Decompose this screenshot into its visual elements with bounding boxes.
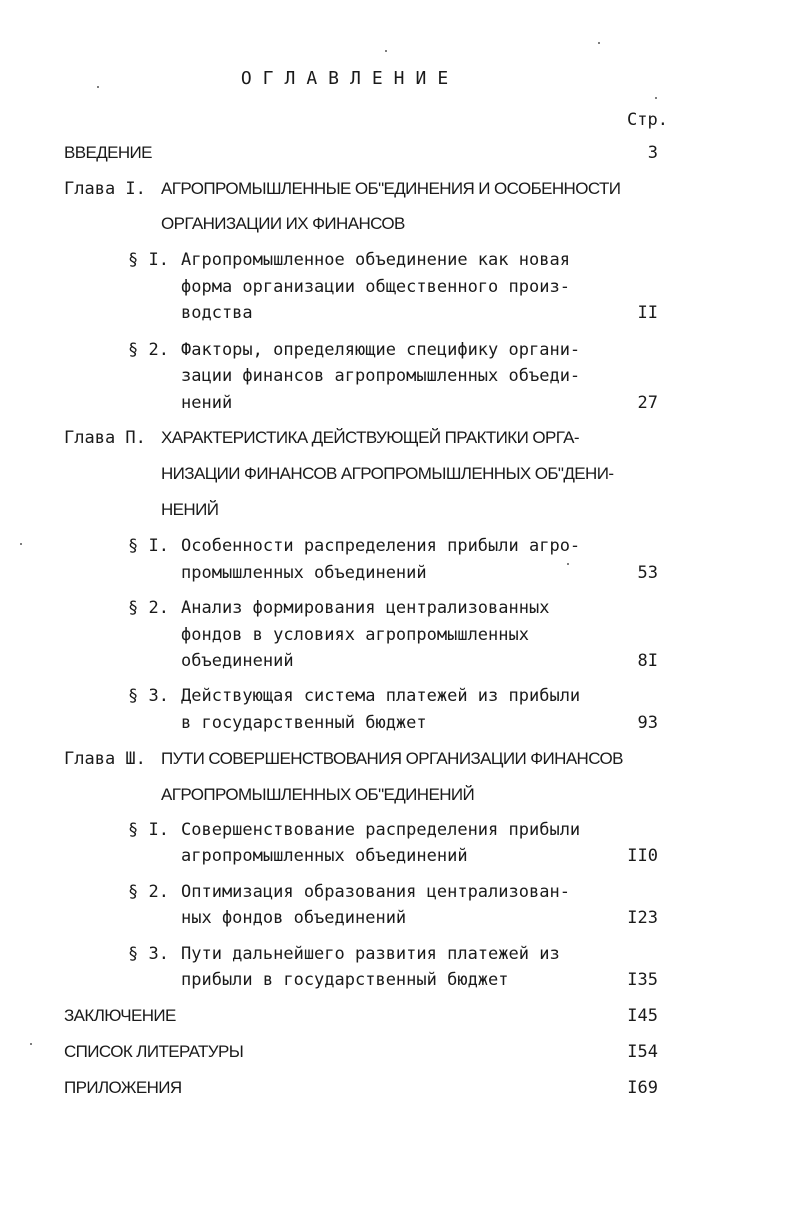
section-line: водства — [181, 303, 253, 323]
chapter-2-title-line: ХАРАКТЕРИСТИКА ДЕЙСТВУЮЩЕЙ ПРАКТИКИ ОРГА- — [161, 428, 579, 447]
section-page: II0 — [627, 846, 658, 866]
section-page: 53 — [637, 563, 658, 583]
section-line: прибыли в государственный бюджет — [181, 970, 509, 990]
section-line: зации финансов агропромышленных объеди- — [181, 366, 581, 386]
section-page: 27 — [637, 393, 658, 413]
section-line: Анализ формирования централизованных — [181, 598, 550, 618]
section-page: I23 — [627, 908, 658, 928]
scan-speck — [97, 86, 99, 88]
section-line: фондов в условиях агропромышленных — [181, 625, 529, 645]
section-number: § 3. — [128, 686, 169, 706]
section-line: Факторы, определяющие специфику органи- — [181, 340, 581, 360]
section-line: ных фондов объединений — [181, 908, 407, 928]
scan-speck — [30, 1043, 32, 1045]
section-line: в государственный бюджет — [181, 713, 427, 733]
scan-speck — [655, 97, 657, 99]
section-page: 8I — [637, 651, 658, 671]
section-line: Агропромышленное объединение как новая — [181, 250, 570, 270]
section-line: агропромышленных объединений — [181, 846, 468, 866]
chapter-1-prefix: Глава I. — [64, 179, 146, 199]
section-number: § 2. — [128, 340, 169, 360]
section-line: Оптимизация образования централизован- — [181, 882, 570, 902]
section-number: § I. — [128, 820, 169, 840]
section-line: промышленных объединений — [181, 563, 427, 583]
toc-entry-bibliography: СПИСОК ЛИТЕРАТУРЫ — [64, 1042, 244, 1061]
page-title: ОГЛАВЛЕНИЕ — [240, 68, 460, 89]
chapter-3-title-line: АГРОПРОМЫШЛЕННЫХ ОБ"ЕДИНЕНИЙ — [161, 785, 475, 804]
section-line: форма организации общественного произ- — [181, 277, 570, 297]
section-number: § 2. — [128, 598, 169, 618]
section-number: § 2. — [128, 882, 169, 902]
chapter-2-title-line: НИЗАЦИИ ФИНАНСОВ АГРОПРОМЫШЛЕННЫХ ОБ"ДЕНИ- — [161, 464, 614, 483]
scan-speck — [567, 563, 569, 565]
toc-page-appendices: I69 — [627, 1078, 658, 1098]
section-line: нений — [181, 393, 233, 413]
section-number: § 3. — [128, 944, 169, 964]
section-number: § I. — [128, 250, 169, 270]
section-page: 93 — [637, 713, 658, 733]
toc-entry-appendices: ПРИЛОЖЕНИЯ — [64, 1078, 182, 1097]
chapter-3-prefix: Глава Ш. — [64, 749, 146, 769]
page-column-header: Стр. — [627, 110, 668, 130]
section-page: I35 — [627, 970, 658, 990]
chapter-3-title-line: ПУТИ СОВЕРШЕНСТВОВАНИЯ ОРГАНИЗАЦИИ ФИНАНСОВ — [161, 749, 623, 768]
scan-speck — [20, 543, 22, 545]
chapter-1-title-line: АГРОПРОМЫШЛЕННЫЕ ОБ"ЕДИНЕНИЯ И ОСОБЕННОСТИ — [161, 179, 621, 198]
toc-page-conclusion: I45 — [627, 1006, 658, 1026]
chapter-2-prefix: Глава П. — [64, 428, 146, 448]
section-line: Совершенствование распределения прибыли — [181, 820, 581, 840]
toc-page-bibliography: I54 — [627, 1042, 658, 1062]
section-line: Особенности распределения прибыли агро- — [181, 536, 581, 556]
section-line: Пути дальнейшего развития платежей из — [181, 944, 560, 964]
toc-entry-conclusion: ЗАКЛЮЧЕНИЕ — [64, 1006, 176, 1025]
chapter-2-title-line: НЕНИЙ — [161, 500, 219, 519]
toc-page-intro: 3 — [647, 143, 658, 163]
section-page: II — [637, 303, 658, 323]
scan-speck — [598, 42, 600, 44]
section-line: объединений — [181, 651, 294, 671]
chapter-1-title-line: ОРГАНИЗАЦИИ ИХ ФИНАНСОВ — [161, 214, 405, 233]
toc-entry-intro: ВВЕДЕНИЕ — [64, 143, 152, 162]
scan-speck — [385, 50, 387, 52]
section-number: § I. — [128, 536, 169, 556]
section-line: Действующая система платежей из прибыли — [181, 686, 581, 706]
